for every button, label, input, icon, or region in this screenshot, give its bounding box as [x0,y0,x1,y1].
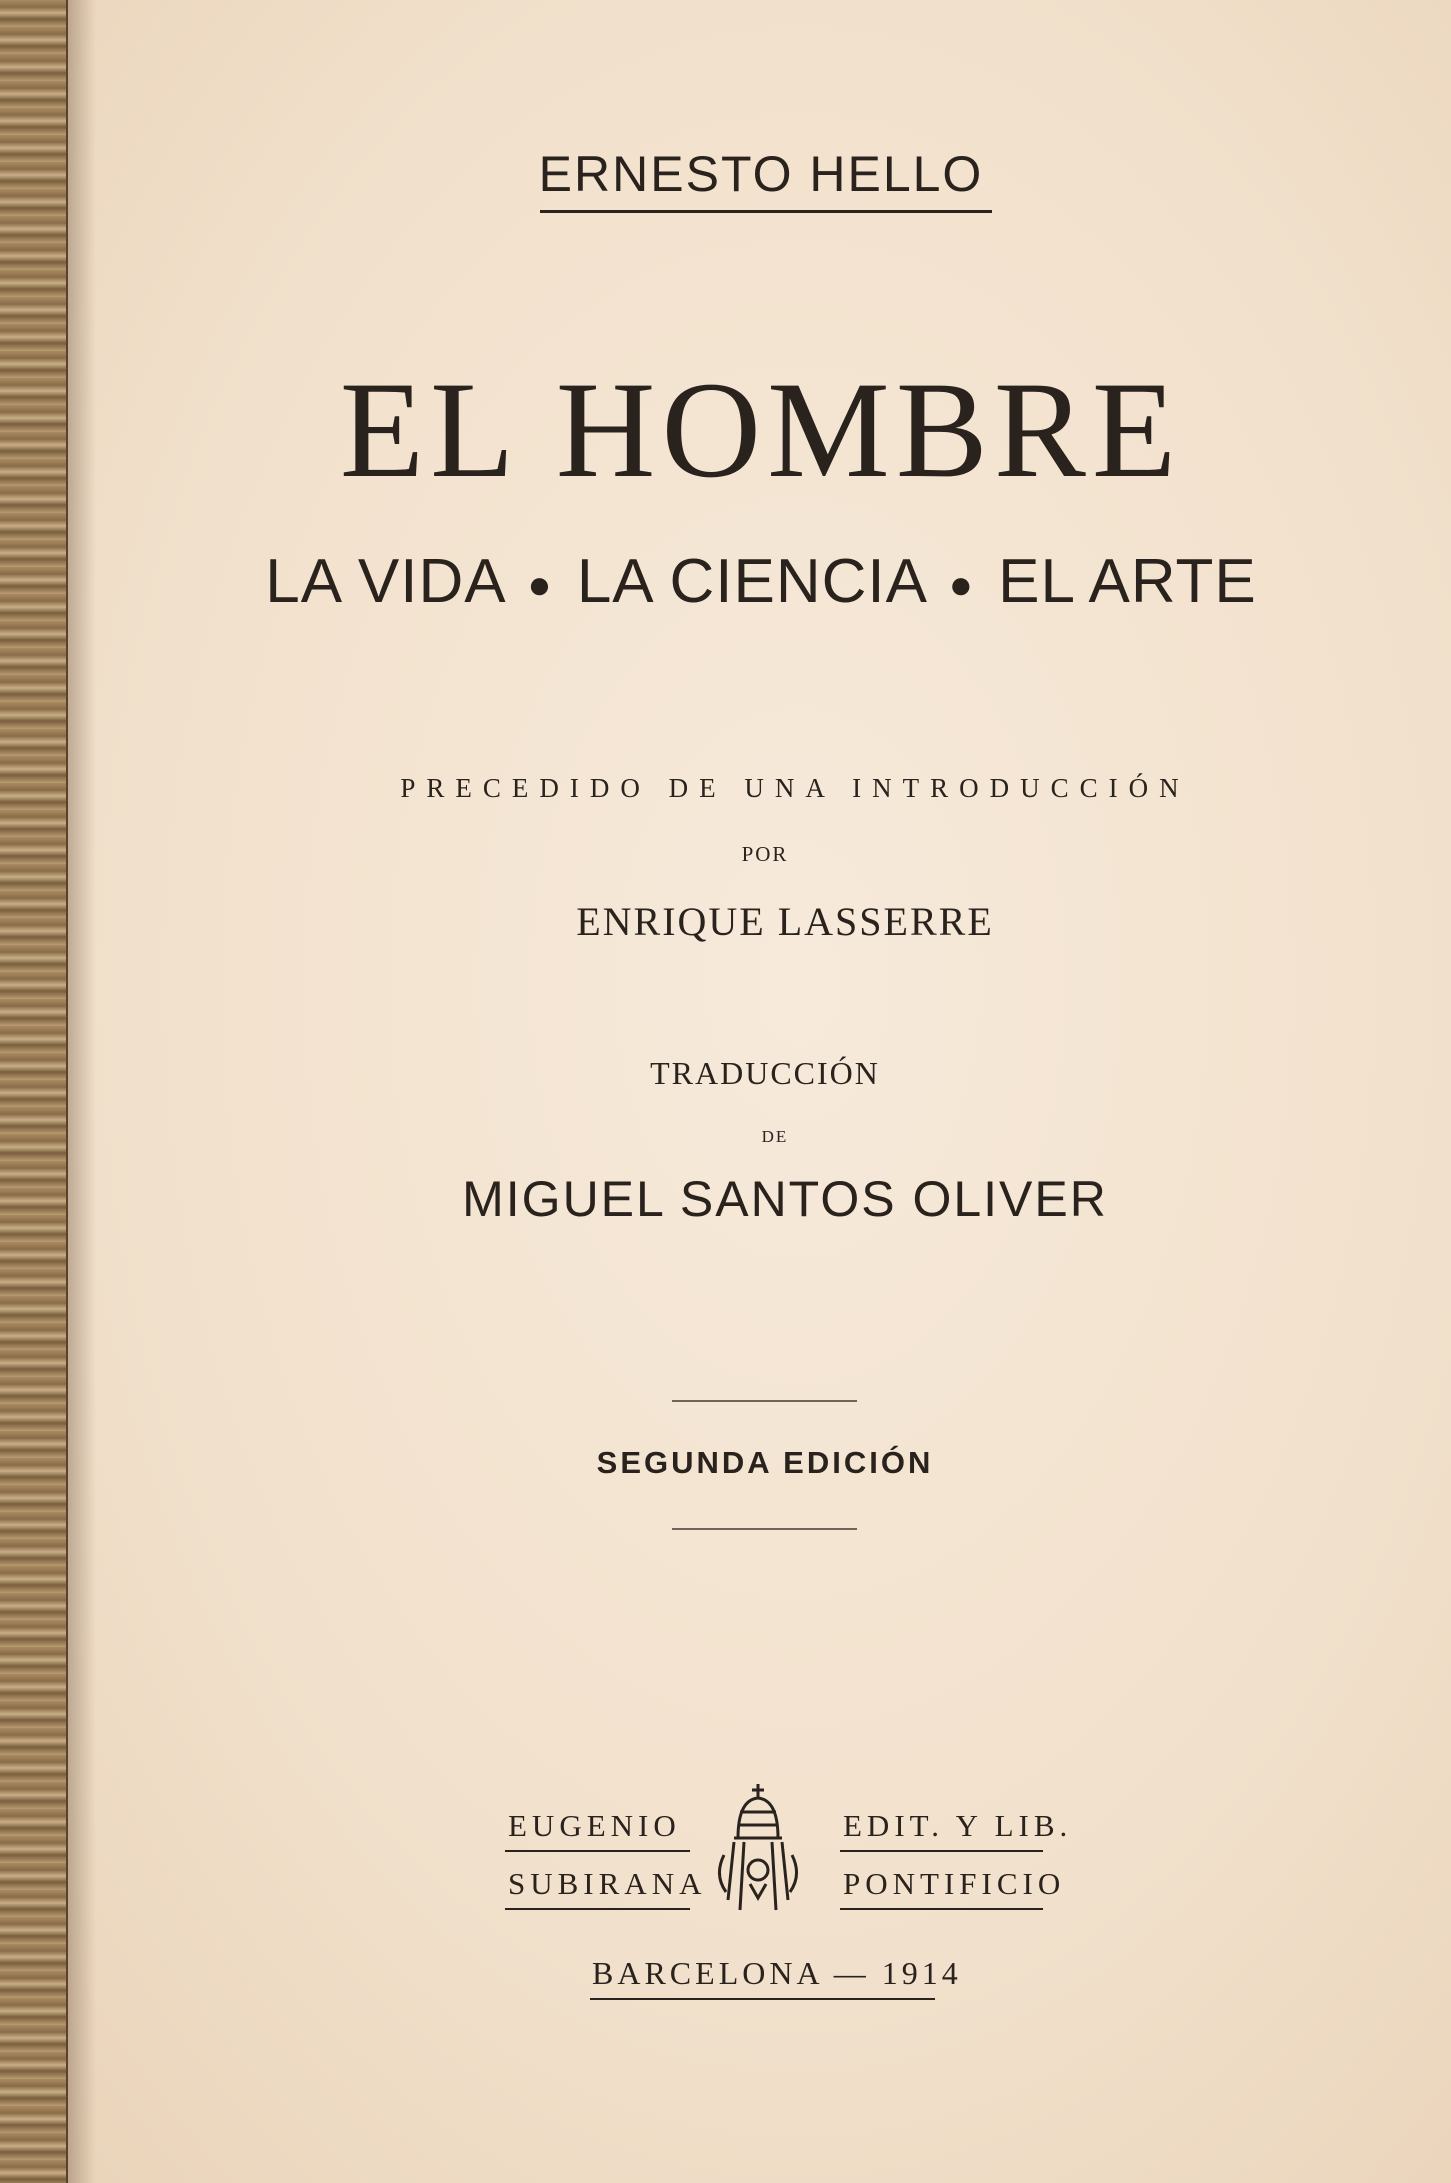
translation-label: TRADUCCIÓN [650,1055,880,1091]
papal-tiara-emblem-icon [710,1780,806,1920]
edition-label: SEGUNDA EDICIÓN [596,1445,934,1480]
edition-rule-bottom [672,1528,857,1530]
subtitle-separator-dot-1: ● [527,563,553,608]
imprint-rule-right-2 [840,1908,1043,1910]
translator-name: MIGUEL SANTOS OLIVER [462,1171,1108,1227]
introduction-by: POR [741,842,789,866]
book-title: EL HOMBRE [339,353,1183,506]
subtitle-part-vida: LA VIDA [265,547,504,616]
imprint-rule-right-1 [840,1850,1043,1852]
publisher-role-line2: PONTIFICIO [843,1866,1066,1901]
introduction-line: PRECEDIDO DE UNA INTRODUCCIÓN [400,773,1190,803]
book-spine-edge [0,0,68,2183]
publisher-first-name: EUGENIO [508,1808,681,1843]
author-name: ERNESTO HELLO [538,146,984,202]
publisher-last-name: SUBIRANA [508,1866,707,1901]
translation-of: DE [761,1127,789,1146]
subtitle-part-ciencia: LA CIENCIA [576,547,925,616]
subtitle-part-arte: EL ARTE [998,547,1257,616]
imprint-rule-left-2 [505,1908,690,1910]
author-underline [540,210,992,213]
imprint-rule-left-1 [505,1850,690,1852]
subtitle-separator-dot-2: ● [948,563,974,608]
introduction-author: ENRIQUE LASSERRE [576,899,994,944]
book-subtitle [96,546,1426,617]
city-year: BARCELONA — 1914 [592,1955,962,1991]
imprint-rule-bottom [590,1998,935,2000]
publisher-role-line1: EDIT. Y LIB. [843,1808,1073,1843]
gutter-shadow [66,0,96,2183]
edition-rule-top [672,1400,857,1402]
